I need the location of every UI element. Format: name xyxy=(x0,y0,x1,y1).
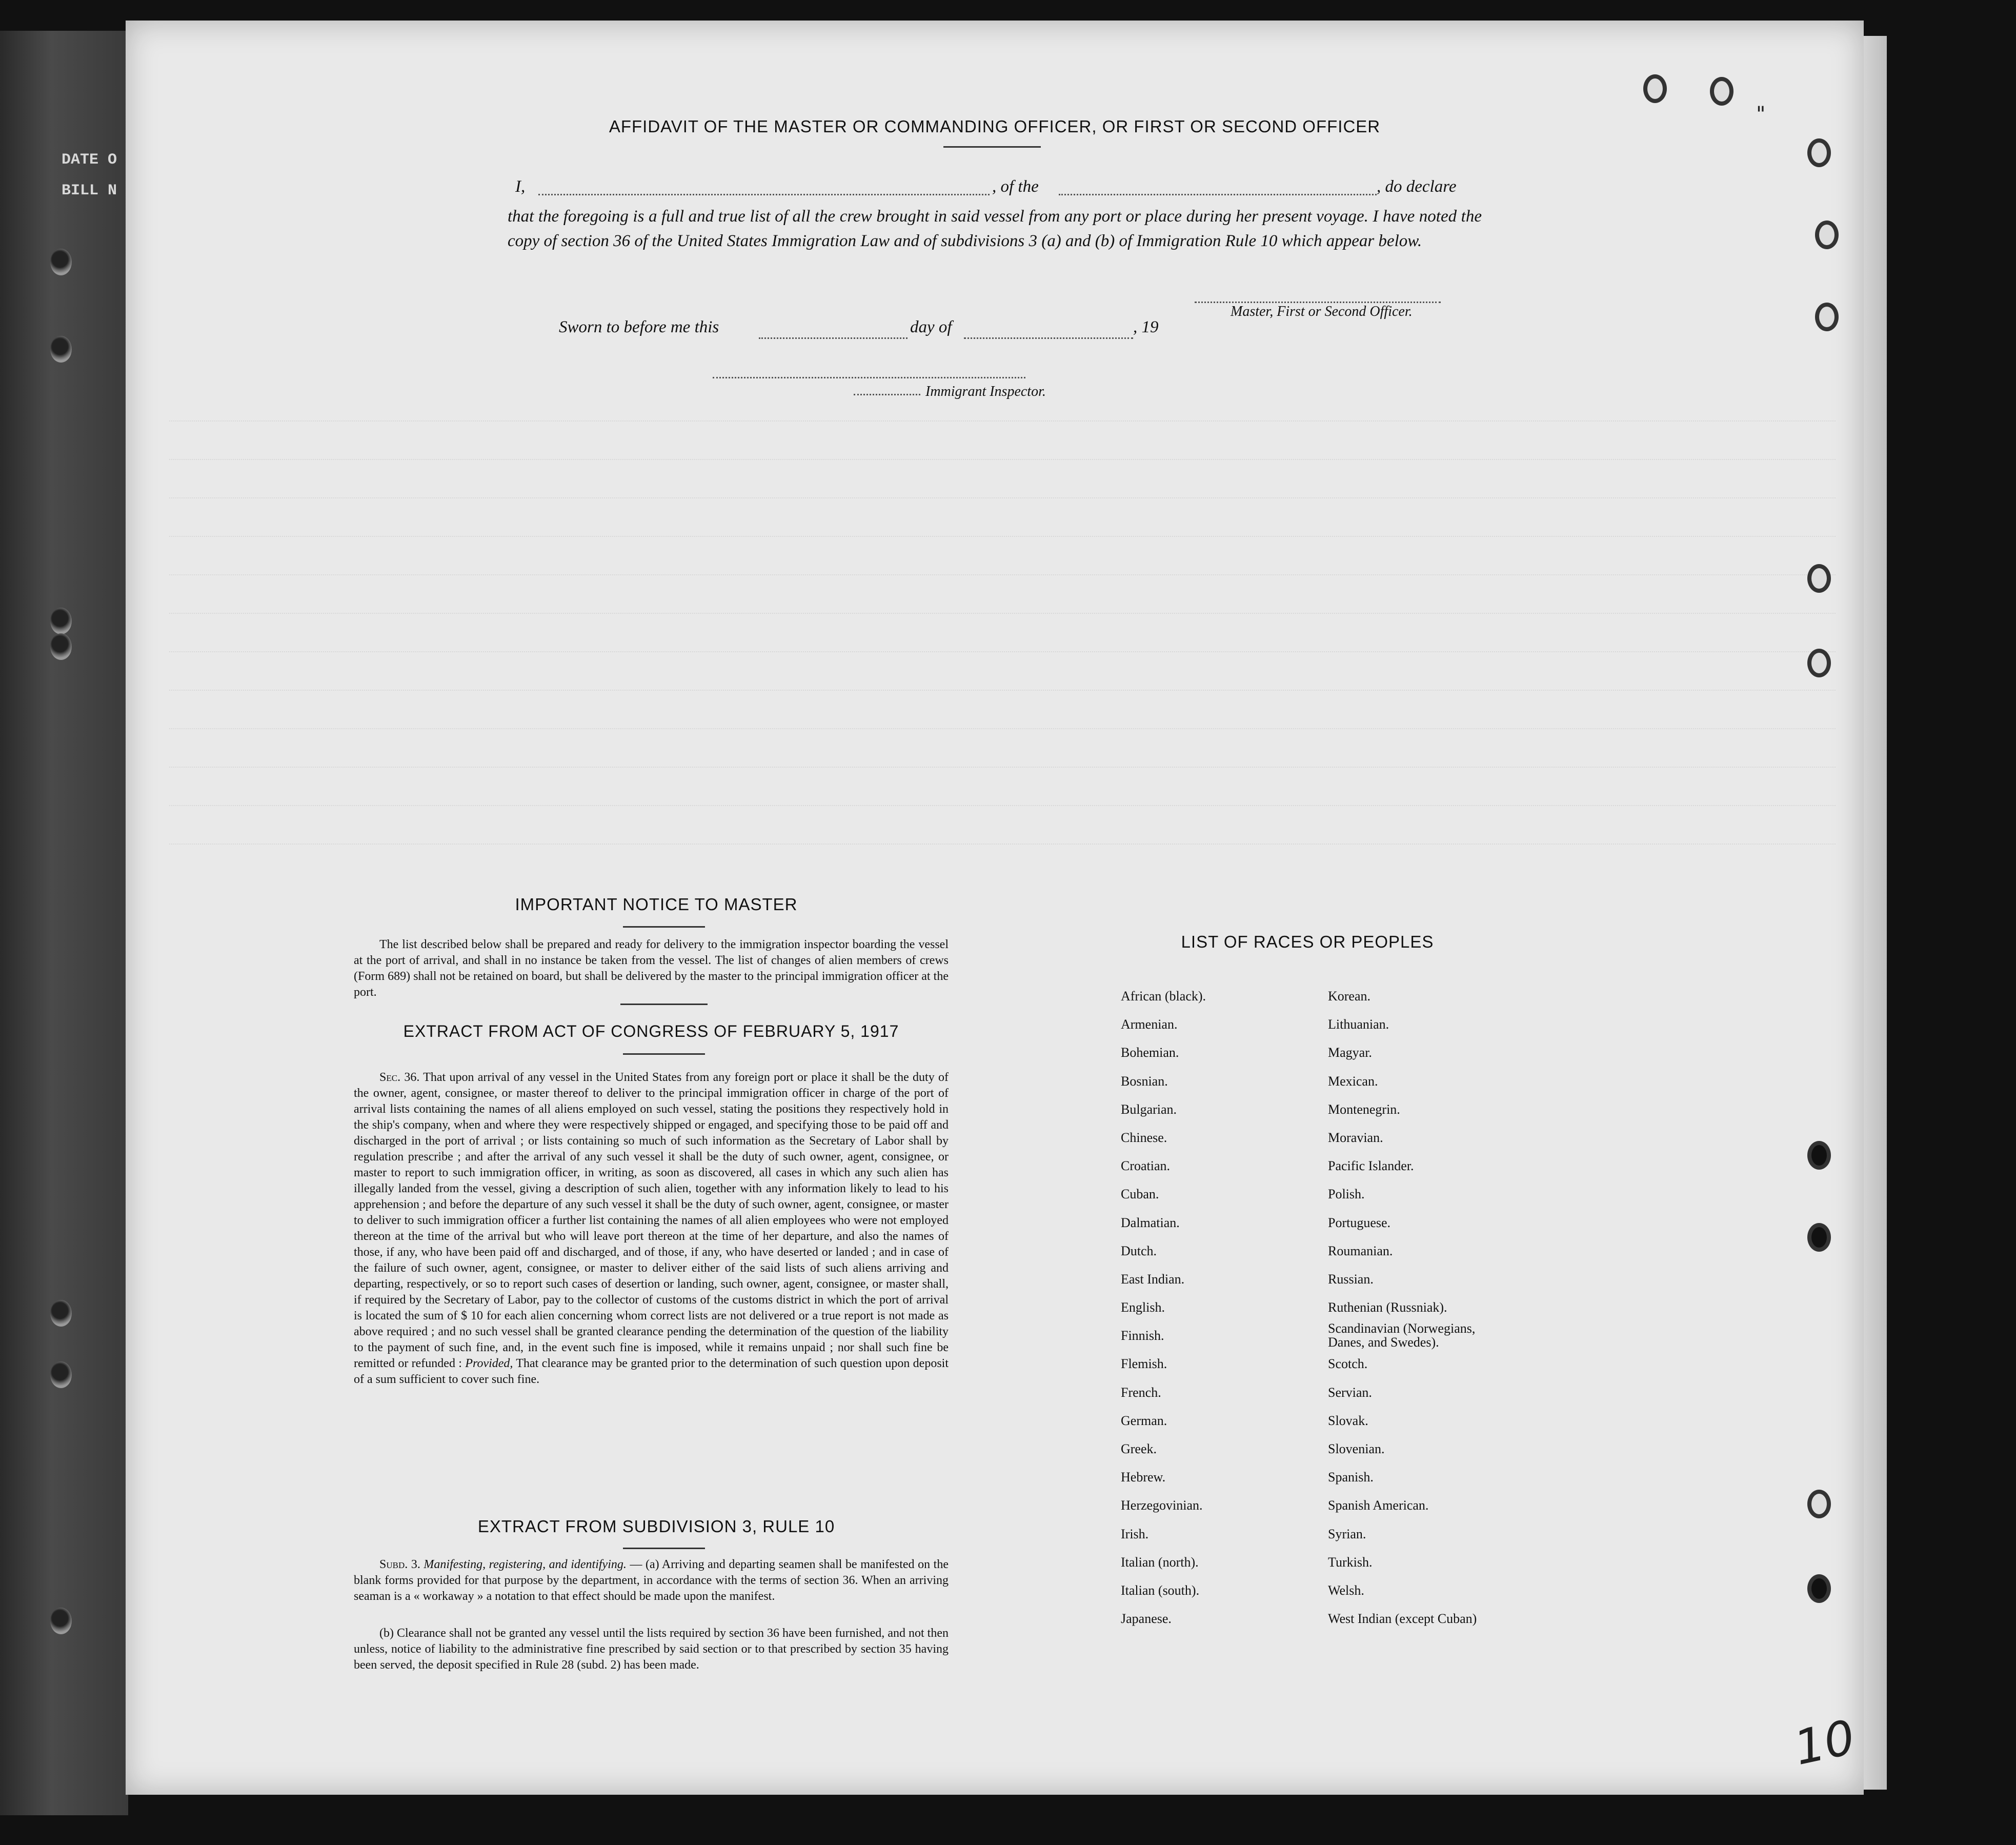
notice-separator xyxy=(620,1004,708,1005)
race-item: Hebrew. xyxy=(1121,1470,1166,1485)
race-item: Scotch. xyxy=(1328,1356,1368,1372)
binder-ring-hole xyxy=(1807,1223,1831,1252)
inspector-label: Immigrant Inspector. xyxy=(925,384,1046,399)
race-item: Welsh. xyxy=(1328,1582,1364,1598)
affidavit-do-declare: , do declare xyxy=(1377,177,1457,196)
race-item: Greek. xyxy=(1121,1441,1157,1456)
race-item: Dalmatian. xyxy=(1121,1215,1180,1230)
bleed-through-row xyxy=(169,497,1836,498)
section-tail-text: That clearance may be granted prior to the determination of such question upon deposit of a sum sufficient to cover such fine. xyxy=(354,1357,949,1386)
binder-ring-hole xyxy=(1807,564,1831,593)
pencil-mark: " xyxy=(1756,103,1766,126)
races-column-2 xyxy=(1328,982,1492,1633)
rule-part-a xyxy=(354,1557,949,1605)
binder-ring-hole xyxy=(1807,1574,1831,1603)
vessel-blank-line xyxy=(1059,194,1377,195)
name-blank-line xyxy=(538,194,990,195)
race-item: Slovenian. xyxy=(1328,1441,1385,1456)
bleed-through-row xyxy=(169,459,1836,460)
day-blank-line xyxy=(759,337,908,339)
bleed-through-row xyxy=(169,728,1836,729)
binder-ring-hole xyxy=(1815,220,1839,249)
binder-label-date: DATE O xyxy=(62,151,117,169)
rule-part-b: (b) Clearance shall not be granted any vessel until the lists required by section 36 have been furnished, and not then unless, notice of liability to the administrative fine prescribed by said section or to that prescribed by section 35 having been served, the deposit specified in Rule 28 (subd. 2) has been made. xyxy=(354,1627,949,1672)
document-page xyxy=(126,21,1864,1795)
act-extract-title: EXTRACT FROM ACT OF CONGRESS OF FEBRUARY 5, 1917 xyxy=(403,1022,899,1040)
race-item: English. xyxy=(1121,1300,1165,1315)
binder-punch-hole xyxy=(50,1608,72,1634)
notice-underline xyxy=(623,926,705,928)
binder-punch-hole xyxy=(50,608,72,634)
race-item: Cuban. xyxy=(1121,1187,1159,1202)
race-item: Korean. xyxy=(1328,989,1371,1004)
binder-punch-hole xyxy=(50,633,72,660)
subd-heading: Manifesting, registering, and identifying. xyxy=(424,1558,627,1571)
race-item: West Indian (except Cuban) xyxy=(1328,1611,1477,1627)
bleed-through-row xyxy=(169,574,1836,575)
day-of-label: day of xyxy=(910,318,952,336)
race-item: Spanish. xyxy=(1328,1470,1374,1485)
affidavit-of-the: , of the xyxy=(992,177,1039,196)
race-item: Polish. xyxy=(1328,1187,1365,1202)
bleed-through-row xyxy=(169,536,1836,537)
notice-text: The list described below shall be prepared and ready for delivery to the immigration inspector boarding the vessel at the port of arrival, and shall in no instance be taken from the vessel. The list of changes of alien members of crews (Form 689) shall not be retained on board, but shall be delivered by the master to the principal immigration officer at the port. xyxy=(354,938,949,999)
binder-ring-hole xyxy=(1710,77,1733,106)
rule-extract-underline xyxy=(623,1548,705,1549)
binder-strip xyxy=(0,31,128,1815)
binder-ring-hole xyxy=(1807,1141,1831,1170)
race-item: Portuguese. xyxy=(1328,1215,1391,1230)
binder-ring-hole xyxy=(1643,74,1667,103)
race-item: Japanese. xyxy=(1121,1611,1172,1627)
race-item: Turkish. xyxy=(1328,1554,1373,1570)
bleed-through-row xyxy=(169,690,1836,691)
binder-punch-hole xyxy=(50,1361,72,1388)
race-item: Ruthenian (Russniak). xyxy=(1328,1300,1447,1315)
race-item: East Indian. xyxy=(1121,1271,1185,1287)
sworn-prefix: Sworn to before me this xyxy=(559,318,719,336)
binder-ring-hole xyxy=(1807,649,1831,677)
race-item: Bosnian. xyxy=(1121,1073,1168,1089)
binder-ring-hole xyxy=(1807,1490,1831,1518)
binder-punch-hole xyxy=(50,249,72,275)
race-item: Bohemian. xyxy=(1121,1045,1179,1060)
race-item: Italian (north). xyxy=(1121,1554,1199,1570)
inspector-signature-line xyxy=(713,377,1025,378)
inspector-lead-line xyxy=(854,394,920,395)
race-item: Italian (south). xyxy=(1121,1582,1200,1598)
rule-extract-title: EXTRACT FROM SUBDIVISION 3, RULE 10 xyxy=(477,1517,835,1536)
month-blank-line xyxy=(964,337,1133,339)
affidavit-declaration: that the foregoing is a full and true list of all the crew brought in said vessel from any port or place during her present voyage. I have noted the copy of section 36 of the United States Immigration Law and of subdivisions 3 (a) and (b) of Immigration Rule 10 which appear below. xyxy=(508,207,1482,250)
bleed-through-row xyxy=(169,420,1836,422)
race-item: Slovak. xyxy=(1328,1413,1368,1428)
race-item: Montenegrin. xyxy=(1328,1101,1400,1117)
subd-label: Subd. 3. xyxy=(379,1558,420,1571)
bleed-through-row xyxy=(169,651,1836,652)
bleed-through-row xyxy=(169,613,1836,614)
affidavit-title: AFFIDAVIT OF THE MASTER OR COMMANDING OFFICER, OR FIRST OR SECOND OFFICER xyxy=(609,117,1381,136)
race-item: Syrian. xyxy=(1328,1526,1366,1541)
race-item: Pacific Islander. xyxy=(1328,1158,1414,1174)
race-item: Scandinavian (Norwegians, Danes, and Swedes). xyxy=(1328,1321,1476,1350)
race-item: Russian. xyxy=(1328,1271,1374,1287)
binder-punch-hole xyxy=(50,336,72,363)
race-item: Dutch. xyxy=(1121,1243,1157,1258)
signature-blank-line xyxy=(1195,302,1441,303)
race-item: Chinese. xyxy=(1121,1130,1167,1145)
race-item: Herzegovinian. xyxy=(1121,1498,1203,1513)
race-item: Irish. xyxy=(1121,1526,1149,1541)
affidavit-i-prefix: I, xyxy=(515,177,526,196)
handwritten-page-number: 10 xyxy=(1789,1709,1860,1776)
race-item: Flemish. xyxy=(1121,1356,1167,1372)
race-item: Magyar. xyxy=(1328,1045,1372,1060)
act-section-36-text xyxy=(354,1070,949,1388)
race-item: German. xyxy=(1121,1413,1167,1428)
title-underline xyxy=(943,146,1041,148)
binder-ring-hole xyxy=(1807,138,1831,167)
year-prefix: , 19 xyxy=(1133,318,1159,336)
races-column-1 xyxy=(1121,982,1206,1633)
binder-punch-hole xyxy=(50,1300,72,1327)
notice-title: IMPORTANT NOTICE TO MASTER xyxy=(515,895,798,914)
race-item: Servian. xyxy=(1328,1385,1372,1400)
subd-part-a-text: — (a) Arriving and departing seamen shall be manifested on the blank forms provided for that purpose by the department, in accordance with the terms of section 36. When an arriving seaman is a « workaway » a notation to that effect should be made upon the manifest. xyxy=(354,1558,949,1603)
race-item: Bulgarian. xyxy=(1121,1101,1177,1117)
race-item: Mexican. xyxy=(1328,1073,1378,1089)
race-item: Lithuanian. xyxy=(1328,1017,1389,1032)
binder-label-bill: BILL N xyxy=(62,182,117,199)
bleed-through-row xyxy=(169,767,1836,768)
provided-label: Provided, xyxy=(465,1357,513,1370)
signature-label: Master, First or Second Officer. xyxy=(1231,304,1413,319)
act-extract-underline xyxy=(623,1053,705,1055)
race-item: Roumanian. xyxy=(1328,1243,1393,1258)
binder-ring-hole xyxy=(1815,303,1839,331)
section-label: Sec. 36. xyxy=(379,1071,420,1084)
races-title: LIST OF RACES OR PEOPLES xyxy=(1181,932,1434,951)
bleed-through-row xyxy=(169,805,1836,806)
race-item: African (black). xyxy=(1121,989,1206,1004)
race-item: Spanish American. xyxy=(1328,1498,1429,1513)
race-item: Croatian. xyxy=(1121,1158,1171,1174)
race-item: Finnish. xyxy=(1121,1328,1164,1343)
bleed-through-row xyxy=(169,844,1836,845)
section-main-text: That upon arrival of any vessel in the United States from any foreign port or place it shall be the duty of the owner, agent, consignee, or master thereof to deliver to the principal immigration officer in charge of the port of arrival lists containing the names of all aliens employed on such vessel, stating the positions they respectively hold in the ship's company, when and where they were respectively shipped or engaged, and specifying those to be paid off and discharged in the port of arrival ; or lists containing so much of such information as the Secretary of Labor shall by regulation prescribe ; and after the arrival of any such vessel it shall be the duty of such owner, agent, consignee, or master to report to such immigration officer, in writing, as soon as discovered, all cases in which any such alien has illegally landed from the vessel, giving a description of such alien, together with any information likely to lead to his apprehension ; and before the departure of any such vessel it shall be the duty of such owner, agent, consignee, or master to deliver to such immigration officer a further list containing the names of all alien employees who were not employed thereon at the time of the arrival but who will leave port thereon at the time of her departure, and also the names of those, if any, who have been paid off and discharged, and of those, if any, who have deserted or landed ; and in case of the failure of such owner, agent, consignee, or master to deliver either of the said lists of such aliens arriving and departing, respectively, or so to report such cases of desertion or landing, such owner, agent, consignee, or master shall, if required by the Secretary of Labor, pay to the collector of customs of the customs district in which the port of arrival is located the sum of $ 10 for each alien concerning whom correct lists are not delivered or a true report is not made as above required ; and no such vessel shall be granted clearance pending the determination of the question of the liability to the payment of such fine, and, in the event such fine is imposed, while it remains unpaid ; nor shall such fine be remitted or refunded : xyxy=(354,1071,949,1370)
race-item: French. xyxy=(1121,1385,1161,1400)
race-item: Moravian. xyxy=(1328,1130,1383,1145)
race-item: Armenian. xyxy=(1121,1017,1178,1032)
